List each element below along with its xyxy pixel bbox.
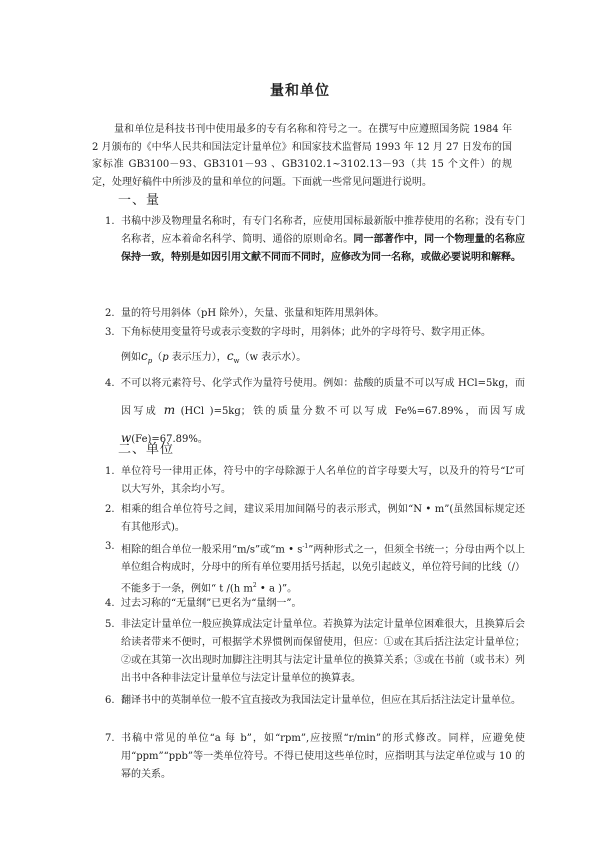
section-heading-quantity: 一、量	[118, 193, 161, 208]
item-text-bold: 同一部著作中，同一个物理量的名称应保持一致，特别是如因引用文献不同而不同时，应修改为同一名称，或做必要说明和解释。	[121, 234, 526, 263]
list-item	[105, 616, 525, 688]
list-item	[105, 501, 525, 537]
list-item	[105, 595, 525, 613]
list-item: 3. 相除的组合单位一般采用“m/s”或“m • $s^{-1}$”两种形式之一，但须全书统一；分母由两个以上单位组合构成时，分母中的所有单位要用括号括起，以免引起歧义，单位符号间的比线（/）不能多于一条，例如“ t /(h $m^2$ • a )”。	[105, 538, 525, 599]
item-number: 7.	[105, 733, 115, 744]
item-number: 4.	[105, 378, 115, 389]
list-item	[105, 463, 525, 499]
item-number: 6.	[105, 695, 115, 706]
list-item	[105, 213, 525, 267]
example-line: 例如$c_p(p$ 表示压力），$c_w(w$ 表示水）。	[121, 349, 307, 365]
list-item	[105, 324, 525, 342]
item-text: 翻译书中的英制单位一般不宜直接改为我国法定计量单位，但应在其后括注法定计量单位。	[121, 695, 521, 706]
item-text: 相乘的组合单位符号之间，建议采用加间隔号的表示形式，例如“N • m”(虽然国标规定还有其他形式)。	[121, 504, 525, 533]
item-text: 书稿中常见的单位“a 每 b”，如“rpm”,应按照“r/min”的形式修改。同样，应避免使用“ppm”“ppb”等一类单位符号。不得已使用这些单位时，应指明其与法定单位或与 10 的幂的关系。	[121, 733, 525, 780]
list-item	[105, 305, 525, 323]
list-item: 4. 不可以将元素符号、化学式作为量符号使用。例如：盐酸的质量不可以写成 HCl=5kg，而因写成 m (HCl )=5kg；铁的质量分数不可以写成 Fe%=67.89%，而因写成 w(Fe)=67.89%。	[105, 371, 525, 453]
item-text: 过去习称的“无量纲”已更名为“量纲一”。	[121, 598, 302, 609]
list-item	[105, 730, 525, 784]
item-text: 下角标使用变量符号或表示变数的字母时，用斜体；此外的字母符号、数字用正体。	[121, 327, 491, 338]
item-number: 2.	[105, 504, 115, 515]
page-title: 量和单位	[270, 83, 330, 99]
item-text: 非法定计量单位一般应换算成法定计量单位。若换算为法定计量单位困难很大，且换算后会给读者带来不便时，可根据学术界惯例而保留使用，但应：①或在其后括注法定计量单位；②或在其第一次出现时加脚注注明其与法定计量单位的换算关系；③或在书前（或书末）列出书中各种非法定计量单位与法定计量单位的换算表。	[121, 619, 525, 684]
item-number: 3.	[105, 327, 115, 338]
item-number: 1.	[105, 216, 115, 227]
item-number: 2.	[105, 308, 115, 319]
item-number: 4.	[105, 598, 115, 609]
intro-paragraph: 量和单位是科技书刊中使用最多的专有名称和符号之一。在撰写中应遵照国务院 1984 年 2 月颁布的《中华人民共和国法定计量单位》和国家技术监督局 1993 年 12 月 27 日发布的国家标准 GB3100－93、GB3101－93 、GB3102.1~3102.13－93（共 15 个文件）的规定，处理好稿件中所涉及的量和单位的问题。下面就一些常见问题进行说明。	[92, 124, 512, 188]
item-text: 量的符号用斜体（pH 除外），矢量、张量和矩阵用黑斜体。	[121, 308, 385, 319]
list-item	[105, 692, 525, 710]
item-text: 书稿中涉及物理量名称时，有专门名称者，应使用国标最新版中推荐使用的名称；没有专门名称者，应本着命名科学、简明、通俗的原则命名。	[121, 216, 525, 245]
item-number: 5.	[105, 619, 115, 630]
item-number: 1.	[105, 466, 115, 477]
item-text: 单位符号一律用正体，符号中的字母除源于人名单位的首字母要大写，以及升的符号“L”可以大写外，其余均小写。	[121, 466, 525, 495]
item-number: 3.	[105, 541, 115, 552]
section-heading-unit: 二、单位	[118, 442, 175, 457]
